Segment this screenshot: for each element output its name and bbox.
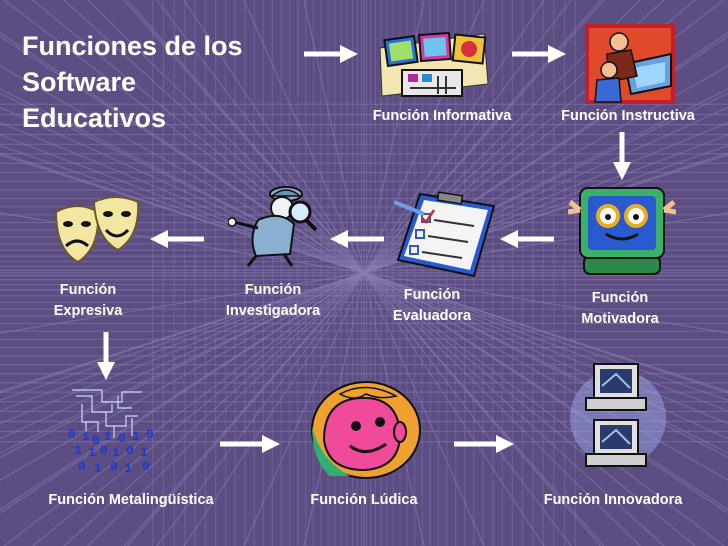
label-funcion-ludica [290, 490, 438, 511]
svg-text:1: 1 [88, 445, 96, 460]
svg-text:0: 0 [118, 431, 126, 446]
arrow-right-icon [304, 44, 358, 64]
svg-text:0: 0 [92, 433, 100, 448]
title-line-1: Funciones de los [22, 31, 243, 61]
slide-title [22, 28, 322, 136]
label-line: Función [591, 290, 649, 306]
smiling-computer-icon [568, 186, 676, 278]
arrow-down-icon [612, 132, 632, 180]
label-line: Función [244, 282, 302, 298]
arrow-down-icon [96, 332, 116, 380]
label-funcion-investigadora [208, 280, 338, 322]
svg-text:1: 1 [112, 445, 120, 460]
theater-masks-icon [52, 192, 142, 270]
svg-text:1: 1 [94, 461, 102, 476]
cartoon-face-icon [310, 380, 422, 480]
svg-text:1: 1 [140, 445, 148, 460]
arrow-right-icon [512, 44, 566, 64]
arrow-left-icon [150, 229, 204, 249]
chart-screens-icon [372, 26, 492, 104]
svg-text:0: 0 [110, 459, 118, 474]
label-line: Expresiva [53, 303, 123, 319]
label-line: Función [59, 282, 117, 298]
title-line-2: Software [22, 67, 137, 97]
label-funcion-metalinguistica [20, 490, 242, 511]
svg-text:1: 1 [82, 429, 90, 444]
title-line-3: Educativos [22, 103, 167, 133]
label-line: Motivadora [581, 311, 659, 327]
label-line: Función Instructiva [561, 108, 695, 124]
svg-text:0: 0 [100, 443, 108, 458]
checklist-clipboard-icon [394, 190, 498, 278]
binary-circuit-icon [62, 382, 162, 478]
arrow-right-icon [220, 434, 280, 454]
svg-text:1: 1 [74, 443, 82, 458]
label-line: Función Metalingüística [48, 492, 214, 508]
arrow-left-icon [330, 229, 384, 249]
svg-text:0: 0 [68, 427, 76, 442]
label-line: Evaluadora [392, 308, 472, 324]
label-funcion-expresiva [30, 280, 146, 322]
svg-text:0: 0 [126, 443, 134, 458]
teacher-student-icon [585, 24, 675, 104]
svg-text:0: 0 [78, 459, 86, 474]
svg-text:1: 1 [132, 429, 140, 444]
label-line: Función Innovadora [543, 492, 683, 508]
label-funcion-motivadora [560, 288, 680, 330]
label-funcion-informativa [352, 106, 532, 127]
svg-text:0: 0 [142, 459, 150, 474]
label-funcion-instructiva [540, 106, 716, 127]
label-line: Función Lúdica [310, 492, 418, 508]
detective-icon [228, 182, 320, 268]
arrow-right-icon [454, 434, 514, 454]
label-funcion-innovadora [522, 490, 704, 511]
svg-text:0: 0 [146, 427, 154, 442]
label-line: Función Informativa [372, 108, 512, 124]
arrow-left-icon [500, 229, 554, 249]
label-line: Investigadora [225, 303, 321, 319]
svg-text:1: 1 [124, 461, 132, 476]
label-funcion-evaluadora [372, 285, 492, 327]
stacked-computers-icon [566, 358, 670, 478]
svg-text:1: 1 [104, 429, 112, 444]
label-line: Función [403, 287, 461, 303]
